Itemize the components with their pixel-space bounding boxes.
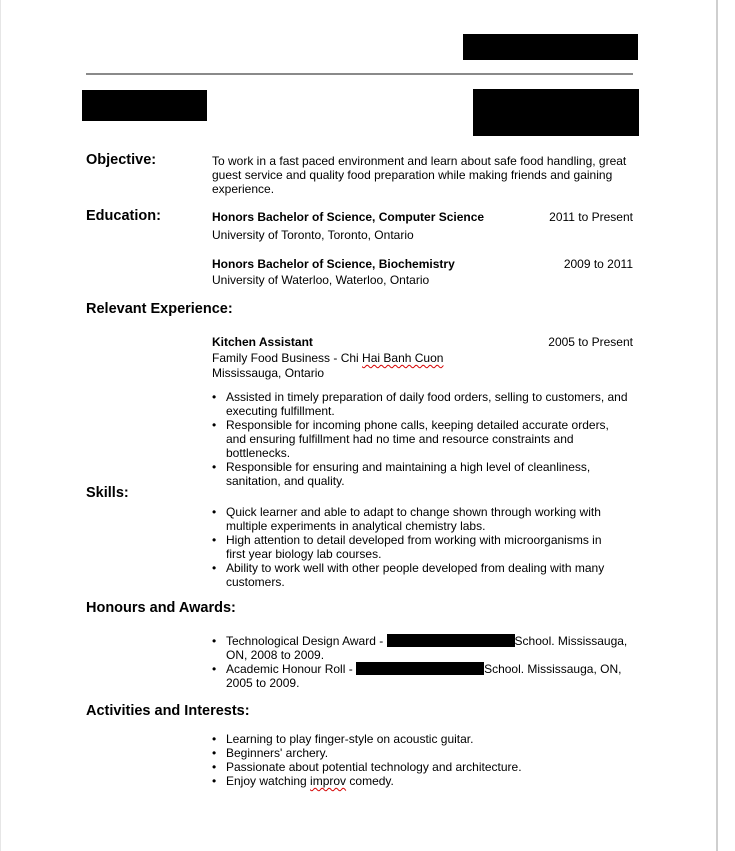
experience-dates: 2005 to Present: [548, 335, 633, 349]
activities-bullets: [212, 732, 632, 788]
objective-text: To work in a fast paced environment and learn about safe food handling, great guest service and quality food preparation while making friends and gaining experience.: [212, 154, 627, 196]
employer-prefix: Family Food Business - Chi: [212, 351, 363, 365]
award-2-prefix: Academic Honour Roll -: [226, 662, 357, 676]
education-dates-2: 2009 to 2011: [563, 257, 633, 271]
activity-4-prefix: Enjoy watching: [226, 774, 311, 788]
redacted-school-2: [356, 662, 484, 675]
awards-heading: Honours and Awards:: [86, 600, 236, 616]
list-item: • Ability to work well with other people developed from dealing with many customers.: [212, 561, 622, 589]
education-dates-1: 2011 to Present: [549, 210, 633, 224]
activity-4-suffix: comedy.: [346, 774, 394, 788]
skills-heading: Skills:: [86, 485, 129, 501]
objective-heading: Objective:: [86, 152, 157, 168]
experience-location: Mississauga, Ontario: [212, 366, 325, 380]
redacted-contact-right: [473, 89, 639, 136]
education-heading: Education:: [86, 208, 161, 224]
list-item: • Quick learner and able to adapt to change shown through working with multiple experiments in analytical chemistry labs.: [212, 505, 622, 533]
activity-4-flagged-word: improv: [310, 774, 347, 788]
experience-title: Kitchen Assistant: [212, 335, 313, 349]
list-item: [212, 662, 632, 690]
list-item: [212, 634, 632, 662]
list-item: • Passionate about potential technology and architecture.: [212, 760, 632, 774]
award-1-suffix: School. Mississauga, ON, 2008 to 2009.: [226, 634, 628, 662]
list-item: • Responsible for incoming phone calls, keeping detailed accurate orders, and ensuring fulfillment had no time and resource constraints and bottlenecks.: [212, 418, 632, 460]
activities-heading: Activities and Interests:: [86, 703, 250, 719]
list-item: [212, 774, 632, 788]
education-degree-1: Honors Bachelor of Science, Computer Science: [212, 210, 485, 224]
experience-heading: Relevant Experience:: [86, 301, 233, 317]
experience-employer: [212, 351, 443, 365]
list-item: • Learning to play finger-style on acoustic guitar.: [212, 732, 632, 746]
award-1-prefix: Technological Design Award -: [226, 634, 387, 648]
experience-bullets: [212, 390, 632, 488]
education-school-1: University of Toronto, Toronto, Ontario: [212, 228, 414, 242]
redacted-name: [463, 34, 638, 60]
education-school-2: University of Waterloo, Waterloo, Ontario: [212, 273, 430, 287]
list-item: • Beginners' archery.: [212, 746, 632, 760]
awards-bullets: [212, 634, 632, 690]
header-divider: [86, 73, 633, 75]
list-item: • Responsible for ensuring and maintaining a high level of cleanliness, sanitation, and quality.: [212, 460, 632, 488]
skills-bullets: [212, 505, 622, 589]
education-degree-2: Honors Bachelor of Science, Biochemistry: [212, 257, 455, 271]
employer-flagged-word: Hai Banh Cuon: [362, 351, 444, 365]
redacted-contact-left: [82, 90, 207, 121]
list-item: • High attention to detail developed from working with microorganisms in first year biology lab courses.: [212, 533, 622, 561]
award-2-suffix: School. Mississauga, ON, 2005 to 2009.: [226, 662, 622, 690]
redacted-school-1: [387, 634, 515, 647]
list-item: • Assisted in timely preparation of daily food orders, selling to customers, and executing fulfillment.: [212, 390, 632, 418]
